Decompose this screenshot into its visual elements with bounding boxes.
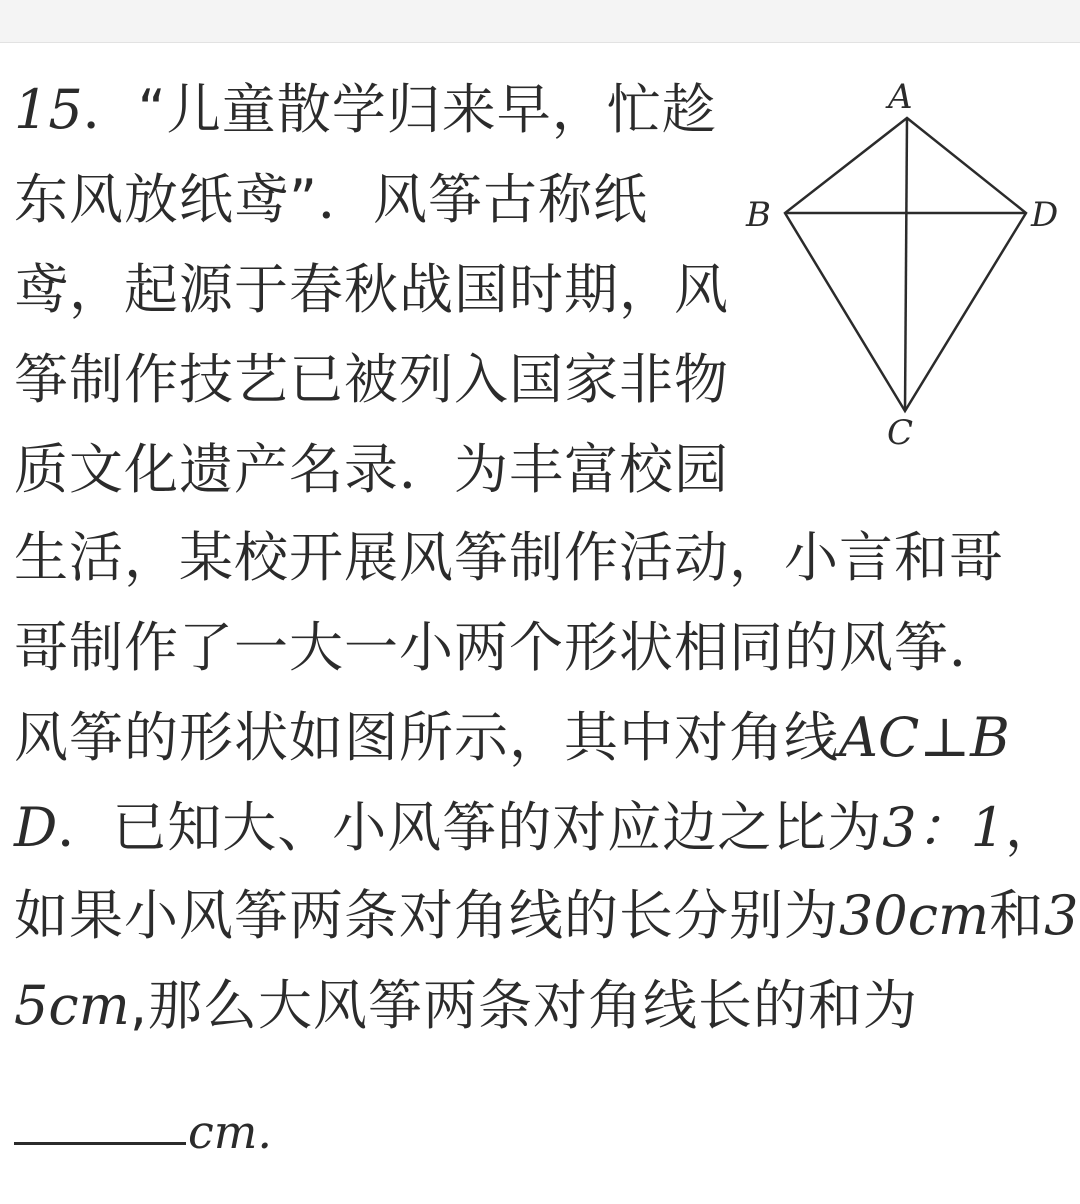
question-number: 15 [14, 78, 83, 141]
question-line-4 [14, 336, 729, 424]
answer-blank[interactable] [14, 1142, 186, 1145]
line-11-text: ,那么大风筝两条对角线长的和为 [129, 974, 918, 1037]
line-3-text: 鸢，起源于春秋战国时期，风 [14, 258, 729, 321]
diagonal-length-1: 30cm [839, 884, 990, 947]
question-line-6 [14, 514, 1004, 602]
question-line-1 [14, 66, 717, 154]
kite-figure [735, 72, 1070, 457]
line-6-text: 生活，某校开展风筝制作活动，小言和哥 [14, 526, 1004, 589]
line-8-text: 风筝的形状如图所示，其中对角线 [14, 706, 839, 769]
diagonal-length-2-start: 3 [1044, 884, 1079, 947]
question-line-8 [14, 694, 1010, 782]
label-c: C [887, 413, 914, 453]
question-line-7 [14, 604, 1004, 692]
question-line-11 [14, 962, 918, 1050]
line-5-text: 质文化遗产名录．为丰富校园 [14, 438, 729, 501]
question-line-2 [14, 156, 648, 244]
segment-d: D [14, 796, 58, 859]
label-d: D [1031, 195, 1059, 235]
line-7-text: 哥制作了一大一小两个形状相同的风筝． [14, 616, 1004, 679]
question-line-10 [14, 872, 1079, 960]
line-4-text: 筝制作技艺已被列入国家非物 [14, 348, 729, 411]
line-10-and: 和 [989, 884, 1045, 947]
label-a: A [888, 77, 913, 117]
ratio-value: 3：1 [882, 796, 1006, 859]
diagonal-ac [905, 118, 907, 411]
line-9-text: ．已知大、小风筝的对应边之比为 [57, 796, 883, 859]
question-line-5 [14, 426, 729, 514]
line-2-text: 东风放纸鸢”．风筝古称纸 [14, 168, 648, 231]
line-9-comma: ， [1005, 796, 1061, 859]
line-10-text: 如果小风筝两条对角线的长分别为 [14, 884, 839, 947]
label-b: B [746, 195, 771, 235]
diagonal-length-2-end: 5cm [14, 974, 130, 1037]
question-line-9 [14, 784, 1060, 872]
answer-unit: cm. [188, 1105, 273, 1159]
line-1-text: ．“儿童散学归来早，忙趁 [82, 78, 717, 141]
question-line-3 [14, 246, 729, 334]
perpendicular-expression: AC⊥B [839, 706, 1010, 769]
top-bar [0, 0, 1080, 43]
